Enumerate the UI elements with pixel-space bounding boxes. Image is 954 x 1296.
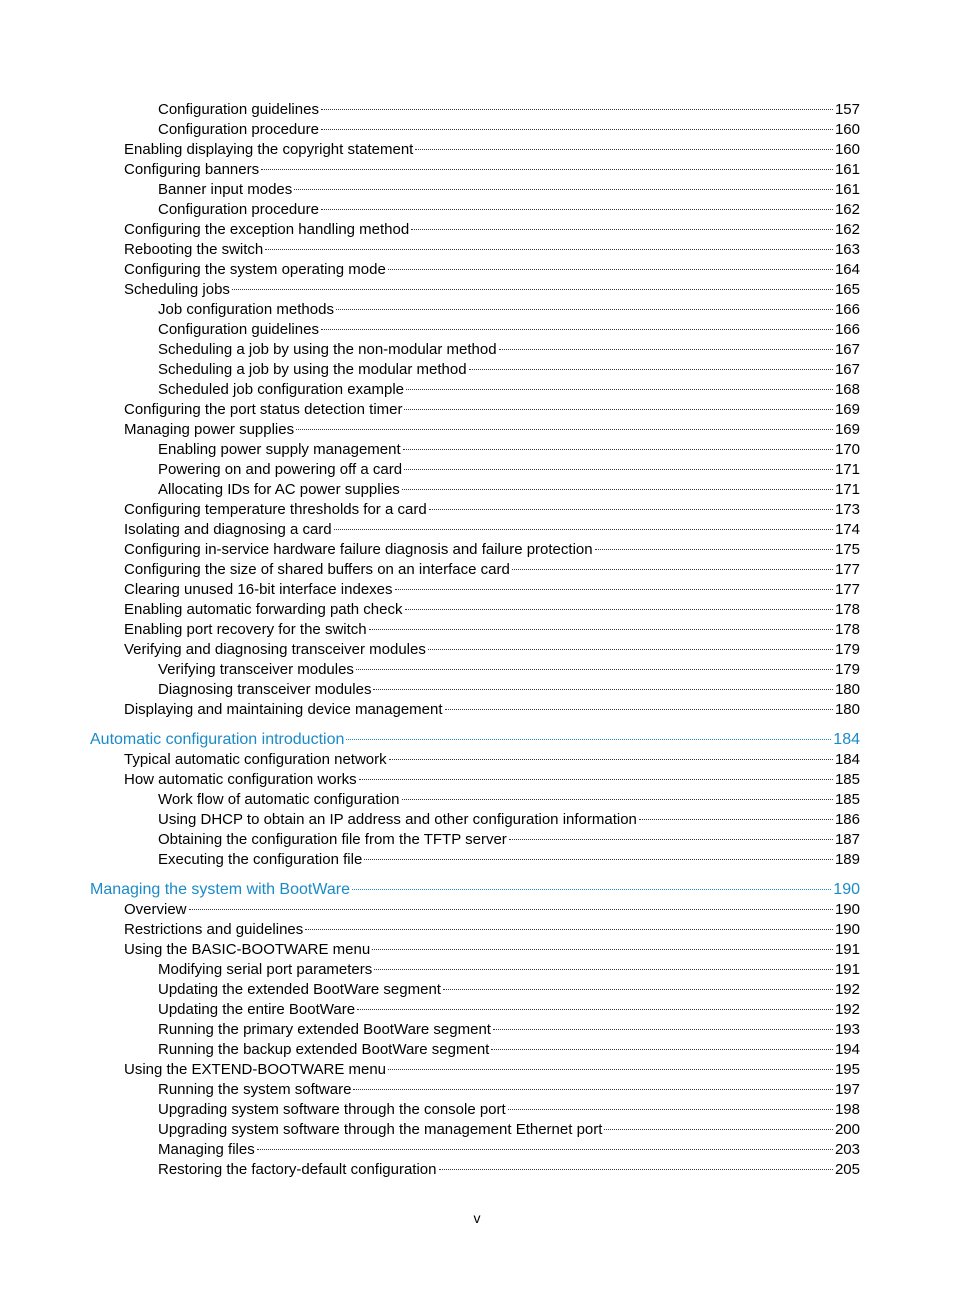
- toc-entry-page: 169: [834, 401, 860, 418]
- toc-entry-page: 193: [834, 1021, 860, 1038]
- dot-leader: [469, 369, 833, 370]
- toc-entry-title: Configuring the exception handling method: [124, 221, 410, 238]
- toc-entry[interactable]: [124, 940, 860, 960]
- toc-entry[interactable]: [158, 480, 860, 500]
- toc-entry-page: 197: [834, 1081, 860, 1098]
- toc-entry-page: 191: [834, 961, 860, 978]
- dot-leader: [334, 529, 833, 530]
- toc-entry-page: 203: [834, 1141, 860, 1158]
- toc-entry-title: Updating the extended BootWare segment: [158, 981, 441, 998]
- toc-entry[interactable]: [124, 750, 860, 770]
- toc-entry[interactable]: [124, 240, 860, 260]
- toc-entry[interactable]: [124, 640, 860, 660]
- dot-leader: [509, 839, 833, 840]
- toc-entry[interactable]: [124, 920, 860, 940]
- toc-entry-title: Configuring the port status detection timer: [124, 401, 403, 418]
- dot-leader: [404, 469, 833, 470]
- toc-entry-title: Restrictions and guidelines: [124, 921, 304, 938]
- toc-entry-page: 190: [834, 901, 860, 918]
- dot-leader: [405, 609, 833, 610]
- dot-leader: [346, 739, 831, 740]
- toc-entry-title: Managing power supplies: [124, 421, 295, 438]
- toc-entry[interactable]: [158, 680, 860, 700]
- toc-entry-page: 200: [834, 1121, 860, 1138]
- toc-entry-page: 192: [834, 981, 860, 998]
- toc-entry-title: Job configuration methods: [158, 301, 334, 318]
- toc-entry-title: Diagnosing transceiver modules: [158, 681, 372, 698]
- toc-entry[interactable]: [158, 100, 860, 120]
- toc-entry-title: Clearing unused 16-bit interface indexes: [124, 581, 393, 598]
- dot-leader: [443, 989, 833, 990]
- toc-entry-title: Configuration procedure: [158, 121, 319, 138]
- toc-entry[interactable]: [158, 660, 860, 680]
- toc-entry-page: 189: [834, 851, 860, 868]
- toc-entry-title: Enabling automatic forwarding path check: [124, 601, 403, 618]
- dot-leader: [395, 589, 833, 590]
- toc-entry[interactable]: [124, 540, 860, 560]
- toc-entry[interactable]: [158, 1100, 860, 1120]
- toc-entry-page: 160: [834, 141, 860, 158]
- dot-leader: [336, 309, 833, 310]
- toc-entry-page: 194: [834, 1041, 860, 1058]
- toc-entry-title: Managing files: [158, 1141, 255, 1158]
- toc-entry-title: Banner input modes: [158, 181, 293, 198]
- toc-entry-title: Rebooting the switch: [124, 241, 264, 258]
- toc-entry-title: Running the backup extended BootWare segment: [158, 1041, 490, 1058]
- toc-entry-title: Powering on and powering off a card: [158, 461, 403, 478]
- toc-entry-page: 173: [834, 501, 860, 518]
- toc-entry-title: Configuration procedure: [158, 201, 319, 218]
- toc-entry-title: Executing the configuration file: [158, 851, 363, 868]
- toc-entry-title: Managing the system with BootWare: [90, 881, 350, 898]
- toc-entry[interactable]: [124, 600, 860, 620]
- dot-leader: [257, 1149, 833, 1150]
- toc-entry[interactable]: [158, 830, 860, 850]
- toc-entry-page: 171: [834, 481, 860, 498]
- toc-entry-page: 166: [834, 321, 860, 338]
- toc-entry-title: Running the primary extended BootWare segment: [158, 1021, 491, 1038]
- toc-entry-page: 164: [834, 261, 860, 278]
- toc-entry-title: Updating the entire BootWare: [158, 1001, 356, 1018]
- dot-leader: [261, 169, 833, 170]
- toc-entry-page: 195: [834, 1061, 860, 1078]
- toc-entry-page: 205: [834, 1161, 860, 1178]
- page-number: v: [473, 1210, 481, 1226]
- dot-leader: [403, 449, 833, 450]
- toc-entry-page: 179: [834, 661, 860, 678]
- dot-leader: [321, 109, 833, 110]
- dot-leader: [388, 269, 833, 270]
- toc-entry-page: 162: [834, 221, 860, 238]
- dot-leader: [352, 889, 831, 890]
- toc-entry-page: 178: [834, 621, 860, 638]
- toc-entry-title: Using DHCP to obtain an IP address and other configuration information: [158, 811, 637, 828]
- dot-leader: [388, 1069, 833, 1070]
- toc-entry[interactable]: [158, 180, 860, 200]
- toc-entry[interactable]: [158, 380, 860, 400]
- dot-leader: [493, 1029, 833, 1030]
- dot-leader: [294, 189, 833, 190]
- toc-entry[interactable]: [158, 320, 860, 340]
- dot-leader: [639, 819, 833, 820]
- toc-entry-title: Work flow of automatic configuration: [158, 791, 400, 808]
- toc-entry-title: Upgrading system software through the management Ethernet port: [158, 1121, 603, 1138]
- toc-entry[interactable]: [124, 700, 860, 720]
- toc-entry-page: 175: [834, 541, 860, 558]
- toc-entry-page: 191: [834, 941, 860, 958]
- dot-leader: [402, 489, 833, 490]
- dot-leader: [305, 929, 833, 930]
- dot-leader: [321, 209, 833, 210]
- dot-leader: [402, 799, 833, 800]
- toc-entry[interactable]: [158, 960, 860, 980]
- toc-entry-page: 185: [834, 791, 860, 808]
- dot-leader: [411, 229, 833, 230]
- toc-entry[interactable]: [158, 460, 860, 480]
- dot-leader: [353, 1089, 833, 1090]
- toc-entry-title: Upgrading system software through the console port: [158, 1101, 506, 1118]
- toc-entry-title: Verifying and diagnosing transceiver modules: [124, 641, 426, 658]
- dot-leader: [321, 329, 833, 330]
- toc-entry[interactable]: [158, 850, 860, 870]
- dot-leader: [595, 549, 833, 550]
- toc-entry[interactable]: [124, 770, 860, 790]
- toc-entry-page: 190: [834, 921, 860, 938]
- toc-entry-title: How automatic configuration works: [124, 771, 357, 788]
- dot-leader: [359, 779, 833, 780]
- toc-entry-page: 166: [834, 301, 860, 318]
- toc-entry[interactable]: [124, 160, 860, 180]
- toc-entry-title: Enabling power supply management: [158, 441, 401, 458]
- toc-entry-page: 167: [834, 341, 860, 358]
- toc-entry[interactable]: [124, 420, 860, 440]
- toc-entry-title: Configuration guidelines: [158, 101, 319, 118]
- toc-entry-page: 162: [834, 201, 860, 218]
- toc-entry[interactable]: [158, 790, 860, 810]
- toc-entry-title: Isolating and diagnosing a card: [124, 521, 332, 538]
- toc-entry[interactable]: [158, 340, 860, 360]
- toc-entry-page: 170: [834, 441, 860, 458]
- toc-entry[interactable]: [158, 810, 860, 830]
- toc-entry-title: Scheduled job configuration example: [158, 381, 404, 398]
- toc-entry-page: 198: [834, 1101, 860, 1118]
- toc-entry-title: Enabling port recovery for the switch: [124, 621, 367, 638]
- toc-entry[interactable]: [124, 220, 860, 240]
- toc-entry[interactable]: [124, 260, 860, 280]
- dot-leader: [374, 969, 833, 970]
- dot-leader: [404, 409, 832, 410]
- toc-entry-page: 185: [834, 771, 860, 788]
- toc-entry-title: Using the BASIC-BOOTWARE menu: [124, 941, 371, 958]
- toc-entry-title: Allocating IDs for AC power supplies: [158, 481, 400, 498]
- dot-leader: [356, 669, 833, 670]
- toc-entry-title: Configuring banners: [124, 161, 260, 178]
- toc-entry-title: Modifying serial port parameters: [158, 961, 373, 978]
- dot-leader: [439, 1169, 833, 1170]
- toc-entry-page: 187: [834, 831, 860, 848]
- toc-entry-page: 177: [834, 561, 860, 578]
- toc-entry[interactable]: [124, 140, 860, 160]
- dot-leader: [296, 429, 833, 430]
- toc-entry[interactable]: [158, 1040, 860, 1060]
- toc-entry[interactable]: [124, 620, 860, 640]
- toc-entry[interactable]: [124, 280, 860, 300]
- toc-entry[interactable]: [124, 1060, 860, 1080]
- dot-leader: [415, 149, 833, 150]
- toc-entry-page: 190: [833, 881, 860, 898]
- toc-entry-title: Configuring the system operating mode: [124, 261, 386, 278]
- toc-entry-page: 184: [833, 731, 860, 748]
- toc-entry[interactable]: [124, 500, 860, 520]
- dot-leader: [604, 1129, 833, 1130]
- dot-leader: [321, 129, 833, 130]
- toc-entry-page: 186: [834, 811, 860, 828]
- toc-entry-title: Overview: [124, 901, 187, 918]
- toc-chapter-entry[interactable]: [90, 880, 860, 900]
- dot-leader: [508, 1109, 833, 1110]
- toc-entry-title: Typical automatic configuration network: [124, 751, 387, 768]
- toc-entry-title: Displaying and maintaining device management: [124, 701, 443, 718]
- toc-entry-page: 161: [834, 181, 860, 198]
- toc-entry-page: 192: [834, 1001, 860, 1018]
- dot-leader: [406, 389, 833, 390]
- toc-entry[interactable]: [158, 1140, 860, 1160]
- toc-entry[interactable]: [124, 580, 860, 600]
- dot-leader: [445, 709, 833, 710]
- toc-entry-title: Configuring the size of shared buffers on an interface card: [124, 561, 510, 578]
- dot-leader: [369, 629, 833, 630]
- toc-entry-page: 169: [834, 421, 860, 438]
- dot-leader: [372, 949, 833, 950]
- toc-entry-title: Configuring temperature thresholds for a card: [124, 501, 427, 518]
- toc-entry[interactable]: [158, 200, 860, 220]
- toc-entry-page: 179: [834, 641, 860, 658]
- toc-entry[interactable]: [158, 1160, 860, 1180]
- toc-entry-title: Restoring the factory-default configuration: [158, 1161, 437, 1178]
- toc-entry-title: Configuration guidelines: [158, 321, 319, 338]
- toc-chapter-entry[interactable]: [90, 730, 860, 750]
- dot-leader: [429, 509, 833, 510]
- toc-entry-page: 177: [834, 581, 860, 598]
- toc-entry-page: 160: [834, 121, 860, 138]
- toc-entry[interactable]: [124, 400, 860, 420]
- toc-entry-title: Scheduling a job by using the non-modular method: [158, 341, 497, 358]
- dot-leader: [265, 249, 833, 250]
- dot-leader: [364, 859, 833, 860]
- dot-leader: [357, 1009, 833, 1010]
- toc-entry[interactable]: [158, 300, 860, 320]
- dot-leader: [512, 569, 833, 570]
- toc-entry-page: 180: [834, 681, 860, 698]
- toc-entry-title: Running the system software: [158, 1081, 352, 1098]
- toc-entry-page: 167: [834, 361, 860, 378]
- toc-entry[interactable]: [158, 1020, 860, 1040]
- toc-entry-title: Verifying transceiver modules: [158, 661, 354, 678]
- toc-entry-page: 168: [834, 381, 860, 398]
- toc-entry-title: Using the EXTEND-BOOTWARE menu: [124, 1061, 387, 1078]
- toc-entry[interactable]: [124, 560, 860, 580]
- toc-entry[interactable]: [158, 440, 860, 460]
- dot-leader: [389, 759, 833, 760]
- dot-leader: [428, 649, 833, 650]
- dot-leader: [499, 349, 833, 350]
- toc-entry-page: 174: [834, 521, 860, 538]
- toc-entry-title: Obtaining the configuration file from the TFTP server: [158, 831, 507, 848]
- dot-leader: [232, 289, 833, 290]
- toc-entry-title: Scheduling jobs: [124, 281, 230, 298]
- dot-leader: [373, 689, 833, 690]
- toc-entry[interactable]: [158, 1000, 860, 1020]
- toc-entry-page: 180: [834, 701, 860, 718]
- toc-entry-page: 161: [834, 161, 860, 178]
- toc-entry-page: 178: [834, 601, 860, 618]
- toc-entry[interactable]: [158, 120, 860, 140]
- toc-entry-title: Automatic configuration introduction: [90, 731, 345, 748]
- toc-entry-page: 171: [834, 461, 860, 478]
- toc-entry-title: Scheduling a job by using the modular method: [158, 361, 467, 378]
- dot-leader: [491, 1049, 833, 1050]
- toc-entry-title: Enabling displaying the copyright statement: [124, 141, 414, 158]
- toc-entry-page: 184: [834, 751, 860, 768]
- toc-entry[interactable]: [124, 900, 860, 920]
- toc-entry-page: 165: [834, 281, 860, 298]
- toc-entry[interactable]: [158, 1120, 860, 1140]
- toc-entry[interactable]: [158, 360, 860, 380]
- toc-entry[interactable]: [158, 1080, 860, 1100]
- dot-leader: [189, 909, 833, 910]
- toc-entry[interactable]: [124, 520, 860, 540]
- toc-entry-page: 163: [834, 241, 860, 258]
- toc-entry-page: 157: [834, 101, 860, 118]
- toc-entry[interactable]: [158, 980, 860, 1000]
- toc-entry-title: Configuring in-service hardware failure diagnosis and failure protection: [124, 541, 593, 558]
